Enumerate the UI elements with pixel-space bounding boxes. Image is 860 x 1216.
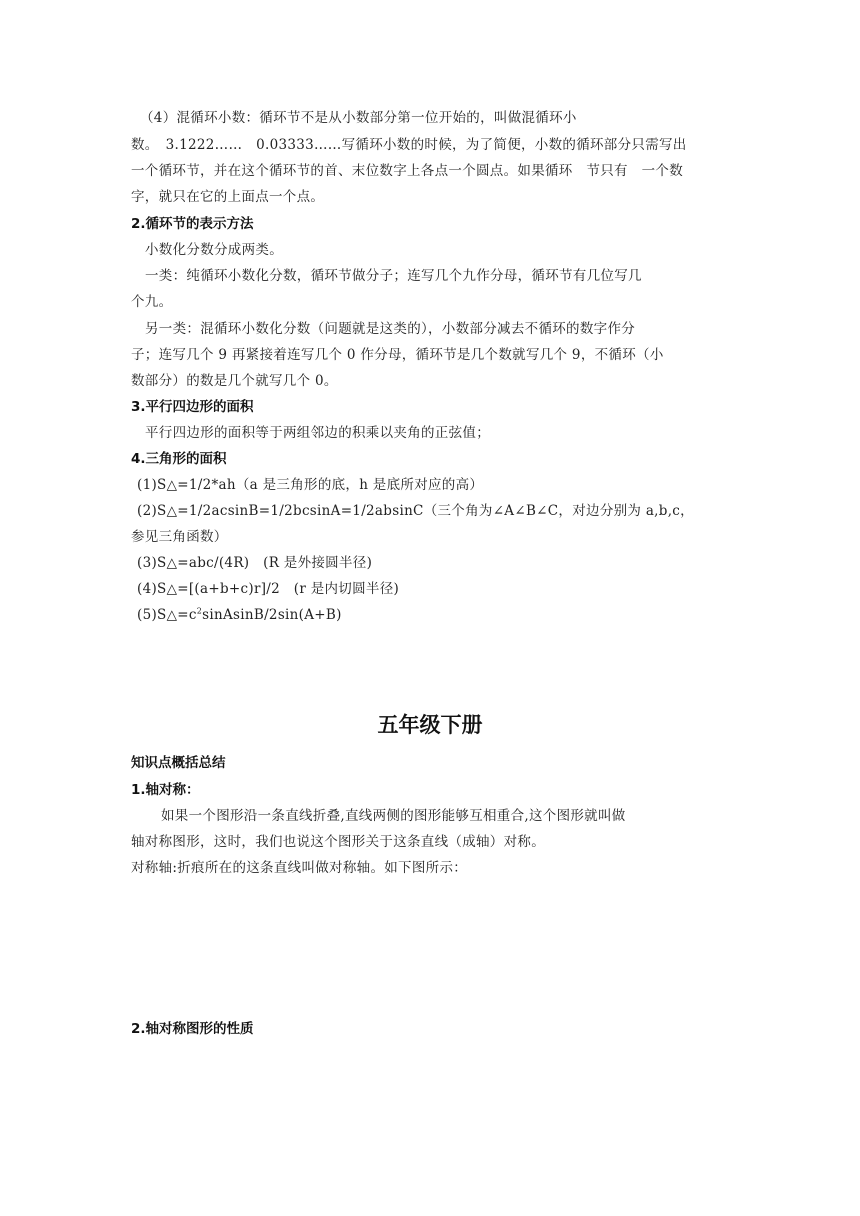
class2-line-1: 另一类：混循环小数化分数（问题就是这类的），小数部分减去不循环的数字作分 — [145, 321, 636, 337]
decimal-to-fraction-intro: 小数化分数分成两类。 — [145, 242, 283, 258]
section-heading-parallelogram-area: 3.平行四边形的面积 — [131, 399, 254, 415]
page-title-grade5-second-term: 五年级下册 — [377, 713, 483, 737]
section-heading-triangle-area: 4.三角形的面积 — [131, 451, 227, 467]
class2-line-2: 子；连写几个 9 再紧接着连写几个 0 作分母，循环节是几个数就写几个 9，不循环（小 — [131, 347, 664, 363]
triangle-formula-5-superscript: 2 — [196, 606, 203, 616]
paragraph-4-line-3: 一个循环节，并在这个循环节的首、末位数字上各点一个圆点。如果循环 节只有 一个数 — [131, 163, 683, 179]
section-heading-cycle-notation: 2.循环节的表示方法 — [131, 216, 254, 232]
axis-symmetry-line-1: 如果一个图形沿一条直线折叠,直线两侧的图形能够互相重合,这个图形就叫做 — [161, 808, 626, 824]
triangle-formula-5-suffix: sinAsinB/2sin(A+B) — [202, 607, 342, 623]
triangle-formula-1: (1)S△=1/2*ah（a 是三角形的底，h 是底所对应的高） — [137, 477, 484, 493]
axis-symmetry-property-heading: 2.轴对称图形的性质 — [131, 1021, 254, 1037]
triangle-formula-2-line-1: (2)S△=1/2acsinB=1/2bcsinA=1/2absinC（三个角为∠A∠B∠C，对边分别为 a,b,c， — [137, 503, 694, 519]
class1-line-1: 一类：纯循环小数化分数，循环节做分子；连写几个九作分母，循环节有几位写几 — [145, 268, 642, 284]
triangle-formula-2-line-2: 参见三角函数） — [131, 529, 228, 545]
parallelogram-area-text: 平行四边形的面积等于两组邻边的积乘以夹角的正弦值； — [145, 425, 490, 441]
paragraph-4-line-4: 字，就只在它的上面点一个点。 — [131, 189, 325, 205]
triangle-formula-4: (4)S△=[(a+b+c)r]/2 (r 是内切圆半径) — [137, 581, 400, 597]
triangle-formula-5-prefix: (5)S△=c — [137, 607, 197, 623]
axis-symmetry-heading: 1.轴对称： — [131, 782, 200, 798]
class1-line-2: 个九。 — [131, 294, 173, 310]
triangle-formula-3: (3)S△=abc/(4R) (R 是外接圆半径) — [137, 555, 373, 571]
knowledge-summary-heading: 知识点概括总结 — [131, 755, 226, 771]
class2-line-3: 数部分）的数是几个就写几个 0。 — [131, 373, 338, 389]
triangle-formula-5 — [137, 605, 737, 625]
paragraph-4-line-1: （4）混循环小数：循环节不是从小数部分第一位开始的，叫做混循环小 — [140, 110, 577, 126]
axis-symmetry-line-3: 对称轴:折痕所在的这条直线叫做对称轴。如下图所示： — [131, 860, 468, 876]
paragraph-4-line-2: 数。 3.1222…… 0.03333……写循环小数的时候，为了简便，小数的循环部分只需写出 — [131, 137, 687, 153]
axis-symmetry-line-2: 轴对称图形，这时，我们也说这个图形关于这条直线（成轴）对称。 — [131, 834, 545, 850]
